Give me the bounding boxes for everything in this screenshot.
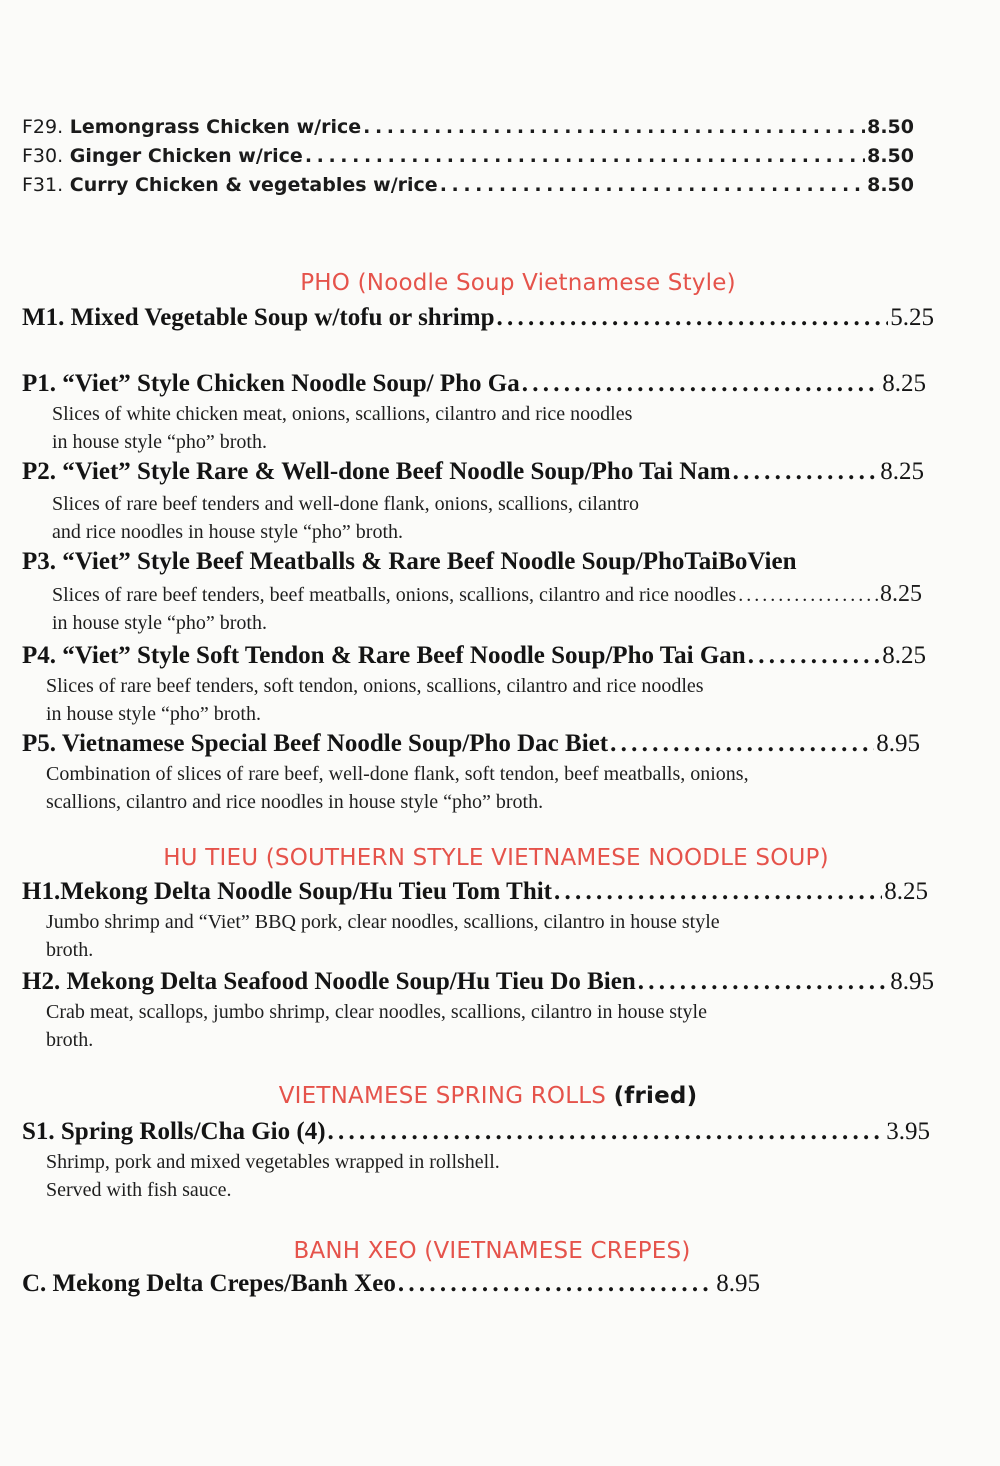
- item-price: 8.50: [867, 145, 914, 167]
- item-description-s1: [46, 1148, 500, 1204]
- menu-item-p3: [22, 548, 797, 576]
- item-description-p5: [46, 760, 749, 816]
- item-price: 3.95: [886, 1118, 930, 1145]
- item-name: M1. Mixed Vegetable Soup w/tofu or shrimp: [22, 304, 495, 331]
- item-price: 8.25: [880, 581, 922, 607]
- description-line: broth.: [46, 939, 94, 961]
- item-name: P4. “Viet” Style Soft Tendon & Rare Beef Noodle Soup/Pho Tai Gan: [22, 642, 746, 669]
- item-description-p4: [46, 672, 704, 728]
- menu-item-s1: [22, 1118, 930, 1146]
- leader-dots: [363, 116, 865, 138]
- item-name: P2. “Viet” Style Rare & Well-done Beef Noodle Soup/Pho Tai Nam: [22, 458, 731, 485]
- item-price: 8.25: [882, 642, 926, 669]
- leader-dots: [440, 174, 865, 196]
- item-price: 8.95: [876, 730, 920, 757]
- description-line: broth.: [46, 1029, 94, 1051]
- item-price: 8.95: [890, 968, 934, 995]
- item-description-p1: [52, 400, 632, 456]
- menu-item-f31: [22, 174, 914, 196]
- menu-item-p2: [22, 458, 924, 486]
- item-price: 8.25: [880, 458, 924, 485]
- menu-item-h1: [22, 878, 928, 906]
- leader-dots: [522, 370, 881, 398]
- description-line: in house style “pho” broth.: [52, 612, 267, 634]
- item-code: F31.: [22, 174, 64, 196]
- section-heading-spring-rolls: [0, 1083, 988, 1109]
- description-line: in house style “pho” broth.: [52, 431, 267, 453]
- item-name: P1. “Viet” Style Chicken Noodle Soup/ Pho Ga: [22, 370, 520, 397]
- item-price: 8.50: [867, 116, 914, 138]
- leader-dots: [398, 1270, 714, 1298]
- menu-item-c: [22, 1270, 760, 1298]
- leader-dots: [733, 458, 879, 486]
- menu-item-h2: [22, 968, 934, 996]
- item-description-p3: [52, 580, 922, 637]
- leader-dots: [738, 581, 878, 609]
- item-name: Curry Chicken & vegetables w/rice: [69, 174, 438, 196]
- description-line: Slices of white chicken meat, onions, scallions, cilantro and rice noodles: [52, 403, 633, 425]
- menu-item-f30: [22, 145, 914, 167]
- item-price: 5.25: [890, 304, 934, 331]
- leader-dots: [328, 1118, 885, 1146]
- item-code: F29.: [22, 116, 64, 138]
- description-line: in house style “pho” broth.: [46, 703, 261, 725]
- section-heading-banh-xeo: BANH XEO (VIETNAMESE CREPES): [293, 1238, 691, 1264]
- menu-item-p5: [22, 730, 920, 758]
- description-line: Combination of slices of rare beef, well-done flank, soft tendon, beef meatballs, onions,: [46, 763, 749, 785]
- leader-dots: [554, 878, 882, 906]
- item-name: Lemongrass Chicken w/rice: [69, 116, 362, 138]
- section-heading-pho: PHO (Noodle Soup Vietnamese Style): [300, 270, 736, 296]
- description-line: and rice noodles in house style “pho” broth.: [52, 521, 404, 543]
- leader-dots: [305, 145, 865, 167]
- description-line: Shrimp, pork and mixed vegetables wrapped in rollshell.: [46, 1151, 500, 1173]
- section-heading-hu-tieu: HU TIEU (SOUTHERN STYLE VIETNAMESE NOODLE SOUP): [163, 845, 829, 871]
- menu-item-p1: [22, 370, 926, 398]
- description-line: scallions, cilantro and rice noodles in house style “pho” broth.: [46, 791, 544, 813]
- description-line: Slices of rare beef tenders and well-done flank, onions, scallions, cilantro: [52, 493, 640, 515]
- leader-dots: [638, 968, 889, 996]
- item-description-h2: [46, 998, 707, 1054]
- menu-item-p4: [22, 642, 926, 670]
- item-name: P5. Vietnamese Special Beef Noodle Soup/Pho Dac Biet: [22, 730, 609, 757]
- leader-dots: [610, 730, 874, 758]
- item-name: S1. Spring Rolls/Cha Gio (4): [22, 1118, 326, 1145]
- item-price: 8.50: [867, 174, 914, 196]
- leader-dots: [496, 304, 888, 332]
- item-price: 8.95: [716, 1270, 760, 1297]
- item-price: 8.25: [884, 878, 928, 905]
- item-name: C. Mekong Delta Crepes/Banh Xeo: [22, 1270, 396, 1297]
- item-code: F30.: [22, 145, 64, 167]
- description-line: Jumbo shrimp and “Viet” BBQ pork, clear noodles, scallions, cilantro in house style: [46, 911, 720, 933]
- description-line: Crab meat, scallops, jumbo shrimp, clear noodles, scallions, cilantro in house style: [46, 1001, 707, 1023]
- item-description-p2: [52, 490, 639, 546]
- description-line: Slices of rare beef tenders, soft tendon, onions, scallions, cilantro and rice noodles: [46, 675, 704, 697]
- item-name: H1.Mekong Delta Noodle Soup/Hu Tieu Tom Thit: [22, 878, 552, 905]
- item-name: Ginger Chicken w/rice: [69, 145, 303, 167]
- item-name: H2. Mekong Delta Seafood Noodle Soup/Hu Tieu Do Bien: [22, 968, 636, 995]
- menu-item-m1: [22, 304, 934, 332]
- item-name: P3. “Viet” Style Beef Meatballs & Rare Beef Noodle Soup/PhoTaiBoVien: [22, 548, 797, 575]
- item-description-h1: [46, 908, 720, 964]
- description-line: Slices of rare beef tenders, beef meatballs, onions, scallions, cilantro and rice noodles: [52, 584, 737, 606]
- heading-suffix: (fried): [613, 1083, 698, 1109]
- description-line: Served with fish sauce.: [46, 1179, 232, 1201]
- item-price: 8.25: [882, 370, 926, 397]
- description-line-with-price: [52, 580, 922, 609]
- menu-item-f29: [22, 116, 914, 138]
- heading-text: VIETNAMESE SPRING ROLLS: [278, 1083, 607, 1109]
- leader-dots: [748, 642, 881, 670]
